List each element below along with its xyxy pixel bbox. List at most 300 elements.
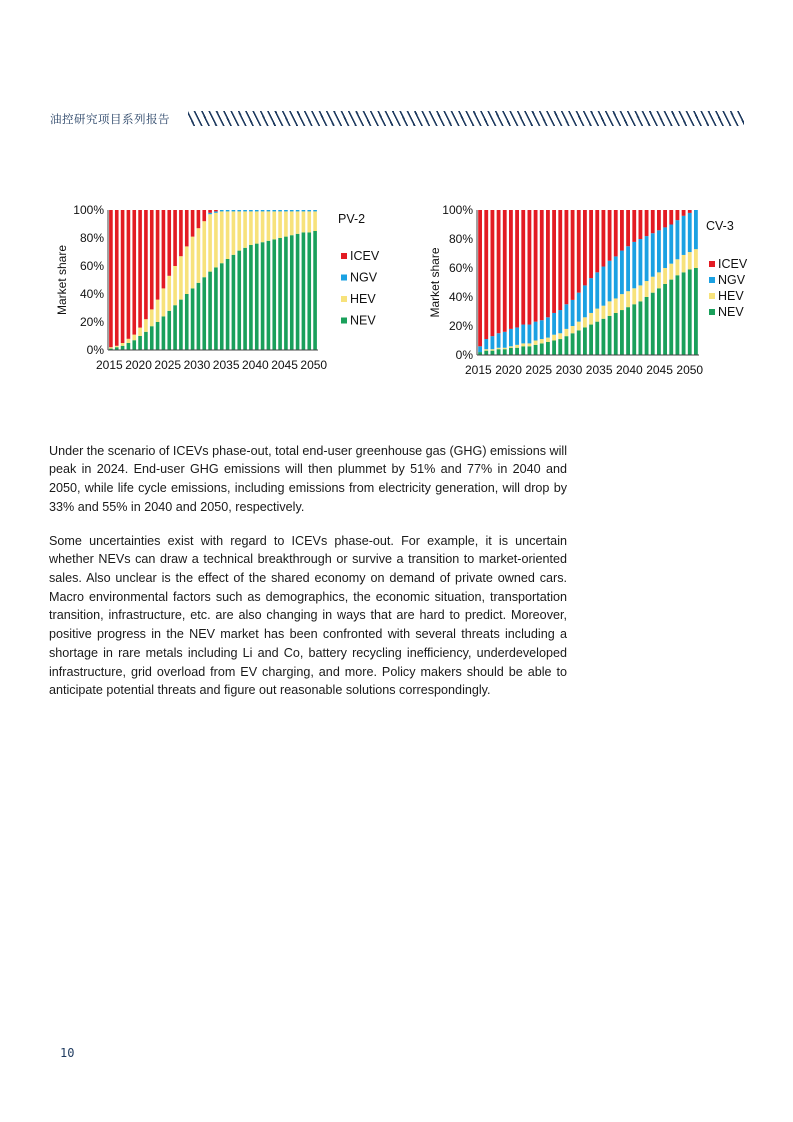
bar-ngv-2017	[491, 336, 495, 349]
legend-label-ngv: NGV	[350, 270, 378, 285]
bar-ngv-2035	[602, 267, 606, 306]
bar-nev-2026	[173, 305, 177, 350]
bar-icev-2018	[127, 210, 131, 339]
bar-icev-2025	[167, 210, 171, 276]
x-tick-label: 2035	[212, 358, 240, 372]
bar-nev-2043	[272, 239, 276, 350]
bar-nev-2028	[185, 294, 189, 350]
bar-nev-2047	[296, 234, 300, 350]
bar-nev-2028	[558, 339, 562, 355]
bar-hev-2023	[156, 300, 160, 322]
bar-nev-2017	[121, 346, 125, 350]
bar-icev-2028	[558, 210, 562, 310]
bar-hev-2033	[214, 213, 218, 268]
bar-hev-2025	[540, 339, 544, 343]
bar-nev-2016	[484, 351, 488, 355]
bar-hev-2020	[509, 346, 513, 347]
bar-hev-2040	[632, 288, 636, 304]
bar-nev-2031	[202, 277, 206, 350]
bar-nev-2032	[208, 272, 212, 350]
bar-icev-2030	[197, 210, 201, 228]
bar-nev-2018	[497, 349, 501, 355]
bar-nev-2043	[651, 293, 655, 355]
bar-icev-2016	[484, 210, 488, 339]
bar-hev-2017	[491, 349, 495, 350]
bar-nev-2050	[694, 268, 698, 355]
bar-ngv-2046	[669, 225, 673, 264]
bar-nev-2023	[156, 322, 160, 350]
bar-nev-2046	[290, 235, 294, 350]
bar-ngv-2039	[626, 246, 630, 291]
bar-ngv-2038	[243, 210, 247, 211]
bar-hev-2033	[589, 313, 593, 325]
bar-nev-2036	[608, 316, 612, 355]
bar-ngv-2045	[663, 227, 667, 268]
bar-icev-2048	[682, 210, 686, 216]
bar-nev-2042	[267, 241, 271, 350]
bar-hev-2026	[173, 266, 177, 305]
bar-nev-2026	[546, 342, 550, 355]
bar-icev-2030	[571, 210, 575, 300]
bar-nev-2024	[162, 316, 166, 350]
bar-icev-2043	[651, 210, 655, 233]
bar-nev-2020	[509, 348, 513, 355]
chart-svg	[50, 195, 390, 375]
x-tick-label: 2015	[96, 358, 123, 372]
bar-ngv-2043	[272, 210, 276, 211]
y-tick-label: 100%	[73, 203, 104, 217]
bar-ngv-2042	[267, 210, 271, 211]
x-tick-label: 2050	[300, 358, 328, 372]
bar-ngv-2039	[249, 210, 253, 211]
bar-ngv-2029	[565, 304, 569, 329]
y-tick-label: 0%	[86, 343, 104, 357]
bar-nev-2041	[639, 301, 643, 355]
chart-title: CV-3	[706, 219, 734, 233]
bar-icev-2015	[109, 210, 113, 347]
bar-nev-2029	[191, 288, 195, 350]
bar-nev-2030	[197, 283, 201, 350]
report-series-title: 油控研究项目系列报告	[50, 112, 170, 126]
bar-hev-2044	[278, 211, 282, 238]
bar-nev-2020	[138, 336, 142, 350]
bar-ngv-2037	[614, 256, 618, 298]
bar-icev-2035	[602, 210, 606, 267]
bar-nev-2037	[614, 313, 618, 355]
legend-swatch-icev	[709, 261, 715, 267]
y-tick-label: 60%	[448, 261, 473, 275]
bar-hev-2028	[185, 246, 189, 294]
bar-icev-2018	[497, 210, 501, 333]
legend-swatch-ngv	[341, 275, 347, 281]
legend-swatch-nev	[341, 318, 347, 324]
bar-hev-2020	[138, 328, 142, 336]
bar-nev-2035	[602, 319, 606, 355]
bar-icev-2017	[121, 210, 125, 343]
bar-hev-2032	[583, 317, 587, 327]
bar-icev-2026	[546, 210, 550, 317]
bar-ngv-2042	[645, 236, 649, 281]
bar-icev-2031	[577, 210, 581, 293]
bar-hev-2023	[528, 343, 532, 346]
bar-ngv-2045	[284, 210, 288, 211]
bar-ngv-2032	[583, 285, 587, 317]
bar-nev-2048	[302, 232, 306, 350]
x-tick-label: 2045	[646, 363, 673, 377]
bar-hev-2026	[546, 338, 550, 342]
x-tick-label: 2035	[585, 363, 613, 377]
bar-ngv-2021	[515, 327, 519, 344]
bar-ngv-2028	[558, 310, 562, 333]
x-tick-label: 2020	[495, 363, 522, 377]
bar-icev-2049	[688, 210, 692, 213]
bar-ngv-2030	[571, 300, 575, 326]
bar-ngv-2031	[577, 293, 581, 322]
bar-icev-2029	[191, 210, 195, 237]
bar-hev-2048	[682, 255, 686, 272]
bar-icev-2023	[156, 210, 160, 300]
bar-icev-2022	[150, 210, 154, 309]
bar-nev-2045	[663, 284, 667, 355]
bar-nev-2033	[214, 267, 218, 350]
bar-icev-2042	[645, 210, 649, 236]
x-tick-label: 2050	[676, 363, 704, 377]
bar-icev-2027	[552, 210, 556, 313]
bar-nev-2038	[620, 310, 624, 355]
bar-nev-2019	[503, 349, 507, 355]
bar-nev-2023	[528, 346, 532, 355]
bar-ngv-2043	[651, 233, 655, 277]
bar-nev-2047	[676, 275, 680, 355]
bar-hev-2049	[688, 252, 692, 269]
bar-hev-2038	[243, 211, 247, 247]
bar-ngv-2048	[302, 210, 306, 211]
page-number: 10	[60, 1046, 75, 1060]
bar-icev-2034	[595, 210, 599, 272]
legend-label-hev: HEV	[718, 289, 744, 303]
bar-nev-2022	[521, 346, 525, 355]
bar-hev-2043	[272, 211, 276, 239]
bar-nev-2044	[657, 288, 661, 355]
bar-ngv-2044	[278, 210, 282, 211]
bar-ngv-2020	[509, 329, 513, 346]
bar-icev-2046	[669, 210, 673, 225]
bar-nev-2041	[261, 242, 265, 350]
bar-ngv-2016	[484, 339, 488, 349]
bar-hev-2039	[249, 211, 253, 245]
chart-pv2	[50, 195, 390, 375]
legend-swatch-ngv	[709, 277, 715, 283]
bar-icev-2027	[179, 210, 183, 256]
bar-ngv-2047	[676, 220, 680, 259]
bar-hev-2034	[220, 211, 224, 263]
legend-label-hev: HEV	[350, 292, 376, 306]
bar-nev-2022	[150, 326, 154, 350]
legend-label-icev: ICEV	[718, 257, 748, 271]
chart-title: PV-2	[338, 212, 366, 226]
bar-hev-2019	[503, 348, 507, 349]
bar-hev-2041	[261, 211, 265, 242]
bar-nev-2025	[540, 343, 544, 355]
legend-swatch-icev	[341, 253, 347, 259]
bar-nev-2021	[144, 332, 148, 350]
bar-icev-2036	[608, 210, 612, 261]
legend-label-nev: NEV	[718, 305, 744, 319]
y-tick-label: 40%	[79, 287, 104, 301]
bar-nev-2039	[626, 307, 630, 355]
bar-icev-2026	[173, 210, 177, 266]
bar-nev-2049	[688, 269, 692, 355]
bar-ngv-2024	[534, 322, 538, 341]
bar-icev-2029	[565, 210, 569, 304]
bar-ngv-2035	[226, 210, 230, 211]
bar-ngv-2026	[546, 317, 550, 337]
y-tick-label: 20%	[79, 315, 104, 329]
bar-hev-2030	[197, 228, 201, 283]
bar-nev-2035	[226, 259, 230, 350]
x-tick-label: 2020	[125, 358, 152, 372]
bar-icev-2019	[132, 210, 136, 335]
y-tick-label: 80%	[79, 231, 104, 245]
bar-ngv-2019	[503, 332, 507, 348]
x-tick-label: 2030	[555, 363, 583, 377]
bar-nev-2027	[552, 341, 556, 356]
bar-hev-2017	[121, 343, 125, 346]
bar-hev-2045	[284, 211, 288, 236]
bar-hev-2035	[226, 211, 230, 259]
header-stripe-decoration	[188, 111, 744, 126]
bar-hev-2028	[558, 333, 562, 339]
bar-icev-2045	[663, 210, 667, 227]
bar-ngv-2033	[214, 211, 218, 212]
paragraph-uncertainties: Some uncertainties exist with regard to ICEVs phase-out. For example, it is uncertain whether NEVs can draw a technical breakthrough or survive a transition to market-oriented sales. Also unclear is the effect of the shared economy on demand of private owned cars. Macro environmental factors such as demographics, the economic situation, transportation transition, infrastructure, etc. are also changing in ways that are hard to predict. Moreover, positive progress in the NEV market has been confronted with several threats including a shortage in rare metals including Li and Co, battery recycling inefficiency, underdeveloped infrastructure, grid overload from EV charging, and more. Policy makers should be able to anticipate potential threats and figure out reasonable solutions correspondingly.	[49, 533, 567, 698]
bar-hev-2019	[132, 335, 136, 341]
bar-hev-2046	[290, 211, 294, 235]
bar-nev-2038	[243, 248, 247, 350]
bar-hev-2021	[515, 345, 519, 348]
bar-hev-2025	[167, 276, 171, 311]
legend-swatch-hev	[709, 293, 715, 299]
bar-nev-2027	[179, 300, 183, 350]
bar-ngv-2037	[237, 210, 241, 211]
bar-nev-2045	[284, 237, 288, 350]
bar-nev-2039	[249, 245, 253, 350]
bar-icev-2047	[676, 210, 680, 220]
bar-ngv-2044	[657, 230, 661, 272]
bar-hev-2029	[191, 237, 195, 289]
bar-icev-2020	[509, 210, 513, 329]
y-tick-label: 40%	[448, 290, 473, 304]
bar-nev-2025	[167, 311, 171, 350]
bar-nev-2019	[132, 340, 136, 350]
bar-nev-2040	[255, 244, 259, 350]
legend-swatch-hev	[341, 296, 347, 302]
bar-hev-2035	[602, 306, 606, 319]
paragraph-ghg-emissions: Under the scenario of ICEVs phase-out, total end-user greenhouse gas (GHG) emissions will peak in 2024. End-user GHG emissions will then plummet by 51% and 77% in 2040 and 2050, while life cycle emissions, including emissions from electricity generation, will drop by 33% and 55% in 2040 and 2050, respectively.	[49, 443, 567, 514]
bar-ngv-2022	[521, 325, 525, 344]
bar-ngv-2036	[232, 210, 236, 211]
bar-hev-2022	[150, 309, 154, 326]
bar-icev-2031	[202, 210, 206, 221]
bar-icev-2024	[534, 210, 538, 322]
bar-icev-2016	[115, 210, 119, 346]
bar-icev-2024	[162, 210, 166, 288]
bar-icev-2025	[540, 210, 544, 320]
bar-nev-2029	[565, 336, 569, 355]
bar-hev-2045	[663, 268, 667, 284]
bar-hev-2029	[565, 329, 569, 336]
y-tick-label: 60%	[79, 259, 104, 273]
bar-hev-2047	[296, 211, 300, 233]
bar-ngv-2040	[632, 242, 636, 288]
bar-ngv-2048	[682, 216, 686, 255]
bar-ngv-2034	[220, 210, 224, 211]
bar-nev-2049	[307, 232, 311, 350]
bar-hev-2030	[571, 326, 575, 333]
bar-hev-2027	[552, 335, 556, 341]
bar-icev-2033	[214, 210, 218, 211]
bar-icev-2032	[583, 210, 587, 285]
bar-ngv-2040	[255, 210, 259, 211]
x-tick-label: 2015	[465, 363, 492, 377]
bar-ngv-2038	[620, 251, 624, 295]
legend-label-ngv: NGV	[718, 273, 746, 287]
bar-nev-2050	[313, 231, 317, 350]
bar-hev-2021	[144, 319, 148, 332]
bar-icev-2044	[657, 210, 661, 230]
bar-hev-2018	[497, 348, 501, 349]
y-axis-title: Market share	[428, 247, 442, 318]
y-tick-label: 20%	[448, 319, 473, 333]
bar-nev-2036	[232, 255, 236, 350]
bar-hev-2024	[534, 341, 538, 345]
bar-hev-2036	[232, 211, 236, 254]
bar-icev-2017	[491, 210, 495, 336]
bar-icev-2032	[208, 210, 212, 213]
bar-ngv-2047	[296, 210, 300, 211]
bar-nev-2044	[278, 238, 282, 350]
bar-icev-2037	[614, 210, 618, 256]
bar-hev-2018	[127, 339, 131, 343]
bar-icev-2019	[503, 210, 507, 332]
bar-nev-2030	[571, 333, 575, 355]
bar-hev-2050	[694, 249, 698, 268]
bar-hev-2044	[657, 272, 661, 288]
bar-hev-2047	[676, 259, 680, 275]
bar-icev-2038	[620, 210, 624, 251]
bar-nev-2037	[237, 251, 241, 350]
bar-ngv-2027	[552, 313, 556, 335]
bar-nev-2048	[682, 272, 686, 355]
bar-nev-2021	[515, 348, 519, 355]
bar-hev-2031	[202, 221, 206, 277]
bar-nev-2024	[534, 345, 538, 355]
bar-icev-2039	[626, 210, 630, 246]
bar-ngv-2036	[608, 261, 612, 302]
bar-icev-2041	[639, 210, 643, 239]
bar-hev-2043	[651, 277, 655, 293]
y-tick-label: 0%	[455, 348, 473, 362]
bar-hev-2037	[614, 298, 618, 313]
bar-hev-2034	[595, 309, 599, 322]
bar-icev-2028	[185, 210, 189, 246]
x-tick-label: 2040	[616, 363, 643, 377]
bar-nev-2018	[127, 343, 131, 350]
bar-ngv-2033	[589, 278, 593, 313]
bar-ngv-2041	[639, 239, 643, 285]
bar-ngv-2049	[688, 213, 692, 252]
bar-ngv-2034	[595, 272, 599, 308]
bar-hev-2050	[313, 211, 317, 231]
chart-cv3	[424, 195, 754, 380]
x-tick-label: 2040	[242, 358, 269, 372]
bar-icev-2040	[632, 210, 636, 242]
legend-label-icev: ICEV	[350, 249, 380, 263]
bar-hev-2040	[255, 211, 259, 243]
bar-ngv-2025	[540, 320, 544, 339]
bar-hev-2039	[626, 291, 630, 307]
bar-nev-2017	[491, 351, 495, 355]
bar-ngv-2046	[290, 210, 294, 211]
y-tick-label: 100%	[442, 203, 473, 217]
bar-nev-2034	[220, 263, 224, 350]
y-axis-title: Market share	[55, 244, 69, 316]
bar-ngv-2049	[307, 210, 311, 211]
x-tick-label: 2045	[271, 358, 298, 372]
bar-hev-2038	[620, 294, 624, 310]
bar-ngv-2023	[528, 325, 532, 344]
bar-icev-2015	[478, 210, 482, 346]
bar-nev-2034	[595, 322, 599, 355]
bar-hev-2036	[608, 301, 612, 316]
bar-hev-2031	[577, 322, 581, 331]
bar-icev-2022	[521, 210, 525, 325]
bar-hev-2022	[521, 343, 525, 346]
x-tick-label: 2025	[154, 358, 182, 372]
bar-hev-2024	[162, 288, 166, 316]
bar-hev-2041	[639, 285, 643, 301]
legend-label-nev: NEV	[350, 313, 376, 328]
bar-hev-2015	[109, 347, 113, 348]
bar-hev-2046	[669, 264, 673, 280]
bar-nev-2042	[645, 297, 649, 355]
x-tick-label: 2030	[183, 358, 211, 372]
bar-hev-2042	[645, 281, 649, 297]
bar-hev-2027	[179, 256, 183, 299]
bar-icev-2021	[144, 210, 148, 319]
bar-icev-2021	[515, 210, 519, 327]
chart-svg	[424, 195, 754, 380]
bar-ngv-2041	[261, 210, 265, 211]
bar-hev-2048	[302, 211, 306, 232]
bar-nev-2040	[632, 304, 636, 355]
bar-hev-2042	[267, 211, 271, 240]
bar-hev-2016	[115, 346, 119, 347]
bar-ngv-2032	[208, 213, 212, 214]
bar-icev-2023	[528, 210, 532, 325]
bar-hev-2032	[208, 214, 212, 271]
bar-icev-2020	[138, 210, 142, 328]
bar-hev-2016	[484, 349, 488, 350]
bar-nev-2032	[583, 327, 587, 355]
bar-hev-2049	[307, 211, 311, 232]
bar-ngv-2050	[313, 210, 317, 211]
x-tick-label: 2025	[525, 363, 553, 377]
bar-ngv-2050	[694, 210, 698, 249]
legend-swatch-nev	[709, 309, 715, 315]
bar-nev-2033	[589, 325, 593, 355]
y-tick-label: 80%	[448, 232, 473, 246]
